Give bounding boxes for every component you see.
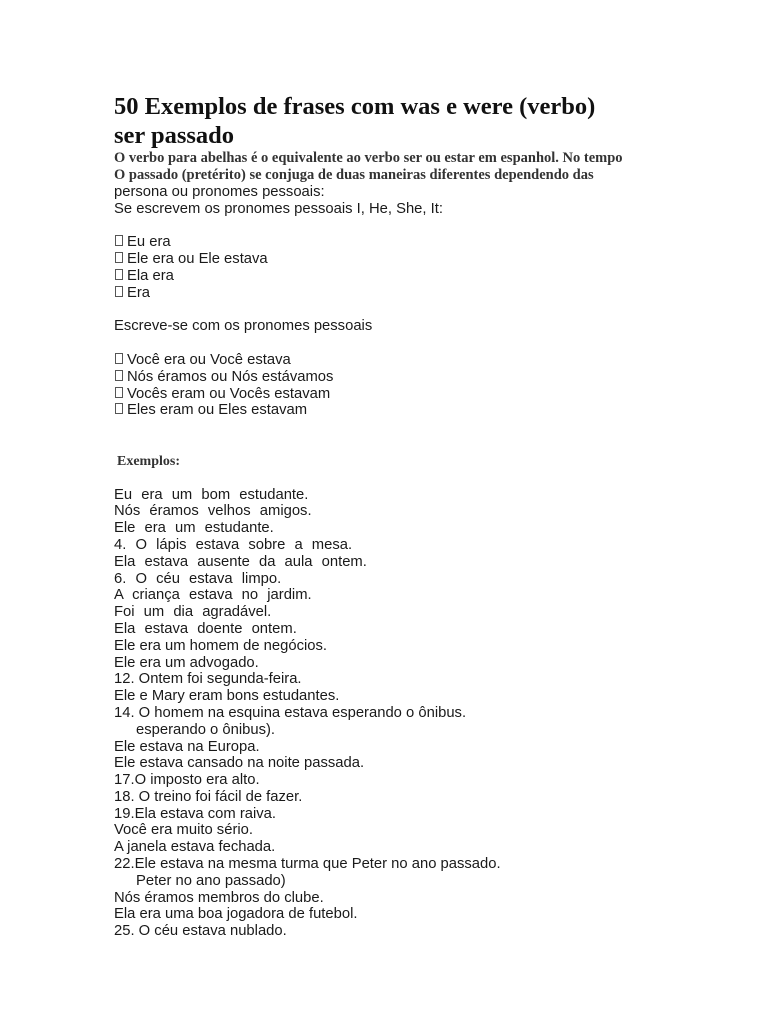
examples-heading: Exemplos: [117,453,180,469]
list-item [114,251,714,268]
example-line: 4. O lápis estava sobre a mesa. [114,536,353,553]
list-item-text: Vocês eram ou Vocês estavam [127,385,331,402]
list-item-text: Você era ou Você estava [127,351,291,368]
list-item-text: Eles eram ou Eles estavam [127,402,308,419]
example-line: Nós éramos membros do clube. [114,889,324,906]
example-line: 14. O homem na esquina estava esperando o ônibus. [114,704,467,721]
spacer [114,335,714,352]
example-line: 25. O céu estava nublado. [114,923,287,940]
title-line-1: 50 Exemplos de frases com was e were (verbo) [114,93,596,120]
plural-intro: Escreve-se com os pronomes pessoais [114,318,373,335]
example-line: A janela estava fechada. [114,839,276,856]
example-line: Ele estava na Europa. [114,738,260,755]
intro-paragraph-line-4: Se escrevem os pronomes pessoais I, He, She, It: [114,200,443,217]
intro-paragraph-line-1: O verbo para abelhas é o equivalente ao verbo ser ou estar em espanhol. No tempo [114,150,623,166]
example-line: 18. O treino foi fácil de fazer. [114,788,303,805]
example-line: Ele era um advogado. [114,654,259,671]
example-line: Ele era um estudante. [114,520,274,537]
example-line: Ela estava ausente da aula ontem. [114,553,367,570]
bullet-icon [115,387,123,398]
example-line: 19.Ela estava com raiva. [114,805,277,822]
list-item-text: Era [127,284,151,301]
bullet-icon [115,235,123,246]
spacer [114,218,714,235]
bullet-icon [115,286,123,297]
list-item-text: Eu era [127,234,171,251]
example-line-continuation: esperando o ônibus). [136,721,276,738]
list-item [114,402,714,419]
list-item-text: Nós éramos ou Nós estávamos [127,368,334,385]
example-line: 6. O céu estava limpo. [114,570,282,587]
bullet-icon [115,353,123,364]
spacer [114,419,714,436]
example-line: Ela era uma boa jogadora de futebol. [114,906,358,923]
intro-paragraph-line-2: O passado (pretérito) se conjuga de duas maneiras diferentes dependendo das [114,167,594,183]
bullet-icon [115,370,123,381]
bullet-icon [115,252,123,263]
example-line: 22.Ele estava na mesma turma que Peter no ano passado. [114,856,501,873]
spacer [114,302,714,319]
list-item [114,268,714,285]
bullet-icon [115,403,123,414]
bullet-icon [115,269,123,280]
spacer [114,436,714,453]
list-item [114,369,714,386]
examples-list [114,487,714,941]
example-line: Ele e Mary eram bons estudantes. [114,688,340,705]
spacer [114,470,714,487]
example-line: Você era muito sério. [114,822,253,839]
list-item [114,285,714,302]
example-line: Ela estava doente ontem. [114,620,297,637]
example-line: Eu era um bom estudante. [114,486,309,503]
example-line: Nós éramos velhos amigos. [114,503,312,520]
example-line: Ele estava cansado na noite passada. [114,755,365,772]
example-line-continuation: Peter no ano passado) [136,872,286,889]
example-line: Ele era um homem de negócios. [114,637,328,654]
singular-pronoun-list [114,234,714,301]
document-page [114,92,714,940]
example-line: 17.O imposto era alto. [114,772,260,789]
list-item-text: Ela era [127,267,174,284]
example-line: Foi um dia agradável. [114,604,272,621]
list-item-text: Ele era ou Ele estava [127,251,268,268]
list-item [114,234,714,251]
title-line-2: ser passado [114,122,235,149]
document-title [114,92,714,150]
example-line: A criança estava no jardim. [114,587,312,604]
example-line: 12. Ontem foi segunda-feira. [114,671,302,688]
list-item [114,352,714,369]
list-item [114,386,714,403]
intro-paragraph-line-3: persona ou pronomes pessoais: [114,184,325,200]
plural-pronoun-list [114,352,714,419]
